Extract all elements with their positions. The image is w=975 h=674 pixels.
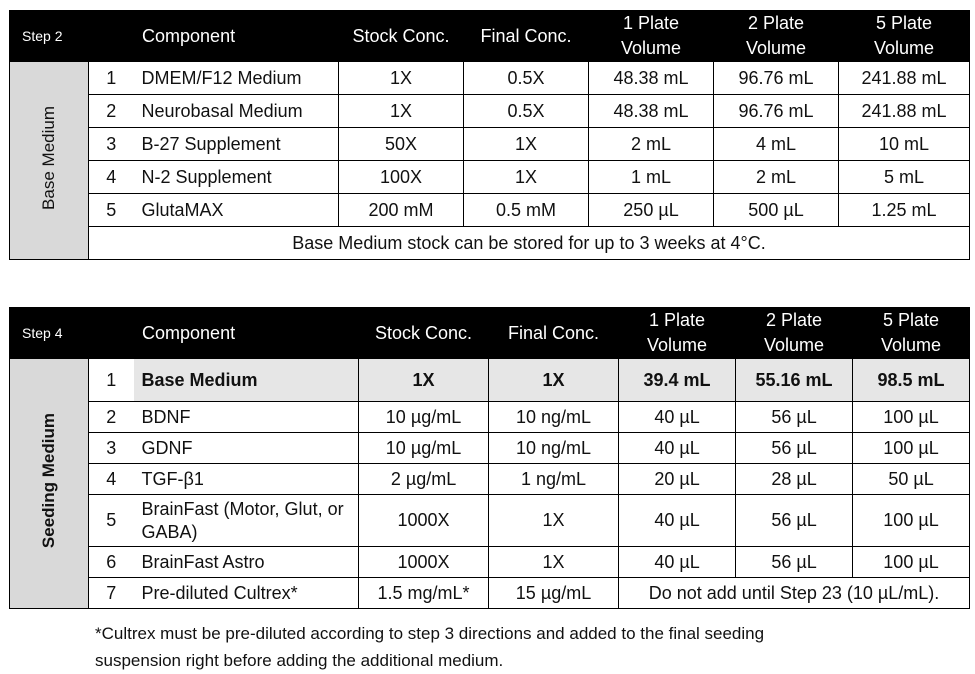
table-row bbox=[10, 464, 970, 495]
component-name: DMEM/F12 Medium bbox=[134, 62, 339, 95]
volume-2-plate: 56 µL bbox=[736, 547, 853, 578]
stock-conc: 1.5 mg/mL* bbox=[359, 578, 489, 609]
stock-conc: 1000X bbox=[359, 495, 489, 547]
final-conc: 0.5 mM bbox=[464, 194, 589, 227]
final-conc: 1X bbox=[489, 547, 619, 578]
volume-2-plate: 4 mL bbox=[714, 128, 839, 161]
volume-1-plate: 1 mL bbox=[589, 161, 714, 194]
side-label-base-medium: Base Medium bbox=[10, 62, 89, 260]
row-number: 2 bbox=[89, 402, 134, 433]
volume-5-plate: 100 µL bbox=[853, 495, 970, 547]
step-label: Step 2 bbox=[10, 11, 134, 62]
volume-5-plate: 10 mL bbox=[839, 128, 970, 161]
row-number: 4 bbox=[89, 464, 134, 495]
volume-2-plate: 56 µL bbox=[736, 402, 853, 433]
table-row bbox=[10, 547, 970, 578]
volume-1-plate: 40 µL bbox=[619, 402, 736, 433]
volume-5-plate: 100 µL bbox=[853, 547, 970, 578]
final-conc: 1X bbox=[464, 161, 589, 194]
storage-note: Base Medium stock can be stored for up to 3 weeks at 4°C. bbox=[89, 227, 970, 260]
volume-5-plate: 241.88 mL bbox=[839, 95, 970, 128]
component-name: BDNF bbox=[134, 402, 359, 433]
row-number: 1 bbox=[89, 359, 134, 402]
component-name: B-27 Supplement bbox=[134, 128, 339, 161]
volume-2-plate: 56 µL bbox=[736, 433, 853, 464]
row-number: 7 bbox=[89, 578, 134, 609]
stock-conc: 100X bbox=[339, 161, 464, 194]
header-1-plate: 1 Plate Volume bbox=[589, 11, 714, 62]
cultrex-note: Do not add until Step 23 (10 µL/mL). bbox=[619, 578, 970, 609]
table-header-row bbox=[10, 308, 970, 359]
header-component: Component bbox=[134, 11, 339, 62]
volume-5-plate: 98.5 mL bbox=[853, 359, 970, 402]
row-number: 5 bbox=[89, 495, 134, 547]
component-name: N-2 Supplement bbox=[134, 161, 339, 194]
storage-note-row bbox=[10, 227, 970, 260]
final-conc: 15 µg/mL bbox=[489, 578, 619, 609]
volume-1-plate: 40 µL bbox=[619, 495, 736, 547]
volume-1-plate: 2 mL bbox=[589, 128, 714, 161]
row-number: 2 bbox=[89, 95, 134, 128]
stock-conc: 1000X bbox=[359, 547, 489, 578]
table-row bbox=[10, 359, 970, 402]
seeding-medium-table bbox=[9, 307, 970, 609]
final-conc: 10 ng/mL bbox=[489, 402, 619, 433]
table-header-row bbox=[10, 11, 970, 62]
row-number: 6 bbox=[89, 547, 134, 578]
side-label-seeding-medium: Seeding Medium bbox=[10, 359, 89, 609]
header-component: Component bbox=[134, 308, 359, 359]
stock-conc: 1X bbox=[339, 62, 464, 95]
final-conc: 1X bbox=[464, 128, 589, 161]
row-number: 1 bbox=[89, 62, 134, 95]
volume-5-plate: 1.25 mL bbox=[839, 194, 970, 227]
table-row bbox=[10, 194, 970, 227]
volume-1-plate: 48.38 mL bbox=[589, 95, 714, 128]
table-row bbox=[10, 433, 970, 464]
table-row bbox=[10, 402, 970, 433]
final-conc: 1X bbox=[489, 359, 619, 402]
volume-2-plate: 56 µL bbox=[736, 495, 853, 547]
volume-2-plate: 500 µL bbox=[714, 194, 839, 227]
final-conc: 0.5X bbox=[464, 62, 589, 95]
base-medium-table bbox=[9, 10, 970, 260]
header-5-plate: 5 Plate Volume bbox=[853, 308, 970, 359]
table-row bbox=[10, 578, 970, 609]
component-name: Neurobasal Medium bbox=[134, 95, 339, 128]
final-conc: 10 ng/mL bbox=[489, 433, 619, 464]
volume-2-plate: 2 mL bbox=[714, 161, 839, 194]
volume-2-plate: 28 µL bbox=[736, 464, 853, 495]
stock-conc: 200 mM bbox=[339, 194, 464, 227]
volume-1-plate: 250 µL bbox=[589, 194, 714, 227]
row-number: 3 bbox=[89, 128, 134, 161]
volume-1-plate: 20 µL bbox=[619, 464, 736, 495]
volume-5-plate: 5 mL bbox=[839, 161, 970, 194]
stock-conc: 1X bbox=[359, 359, 489, 402]
volume-2-plate: 96.76 mL bbox=[714, 95, 839, 128]
header-final-conc: Final Conc. bbox=[464, 11, 589, 62]
header-5-plate: 5 Plate Volume bbox=[839, 11, 970, 62]
component-name: TGF-β1 bbox=[134, 464, 359, 495]
component-name: Base Medium bbox=[134, 359, 359, 402]
stock-conc: 1X bbox=[339, 95, 464, 128]
footnote bbox=[95, 620, 965, 674]
volume-5-plate: 50 µL bbox=[853, 464, 970, 495]
volume-1-plate: 40 µL bbox=[619, 433, 736, 464]
stock-conc: 2 µg/mL bbox=[359, 464, 489, 495]
row-number: 3 bbox=[89, 433, 134, 464]
step-label: Step 4 bbox=[10, 308, 134, 359]
volume-2-plate: 96.76 mL bbox=[714, 62, 839, 95]
volume-1-plate: 39.4 mL bbox=[619, 359, 736, 402]
component-name: BrainFast (Motor, Glut, or GABA) bbox=[134, 495, 359, 547]
header-stock-conc: Stock Conc. bbox=[339, 11, 464, 62]
table-row bbox=[10, 95, 970, 128]
volume-5-plate: 100 µL bbox=[853, 433, 970, 464]
header-2-plate: 2 Plate Volume bbox=[714, 11, 839, 62]
volume-1-plate: 40 µL bbox=[619, 547, 736, 578]
component-name: BrainFast Astro bbox=[134, 547, 359, 578]
final-conc: 0.5X bbox=[464, 95, 589, 128]
header-2-plate: 2 Plate Volume bbox=[736, 308, 853, 359]
header-stock-conc: Stock Conc. bbox=[359, 308, 489, 359]
table-row bbox=[10, 495, 970, 547]
volume-5-plate: 100 µL bbox=[853, 402, 970, 433]
footnote-line-1: *Cultrex must be pre-diluted according to step 3 directions and added to the final seeding bbox=[95, 624, 765, 643]
stock-conc: 50X bbox=[339, 128, 464, 161]
final-conc: 1X bbox=[489, 495, 619, 547]
table-row bbox=[10, 128, 970, 161]
row-number: 5 bbox=[89, 194, 134, 227]
stock-conc: 10 µg/mL bbox=[359, 402, 489, 433]
volume-1-plate: 48.38 mL bbox=[589, 62, 714, 95]
table-row bbox=[10, 62, 970, 95]
row-number: 4 bbox=[89, 161, 134, 194]
component-name: Pre-diluted Cultrex* bbox=[134, 578, 359, 609]
volume-5-plate: 241.88 mL bbox=[839, 62, 970, 95]
volume-2-plate: 55.16 mL bbox=[736, 359, 853, 402]
stock-conc: 10 µg/mL bbox=[359, 433, 489, 464]
header-final-conc: Final Conc. bbox=[489, 308, 619, 359]
component-name: GlutaMAX bbox=[134, 194, 339, 227]
component-name: GDNF bbox=[134, 433, 359, 464]
footnote-line-2: suspension right before adding the additional medium. bbox=[95, 651, 504, 670]
table-row bbox=[10, 161, 970, 194]
final-conc: 1 ng/mL bbox=[489, 464, 619, 495]
header-1-plate: 1 Plate Volume bbox=[619, 308, 736, 359]
